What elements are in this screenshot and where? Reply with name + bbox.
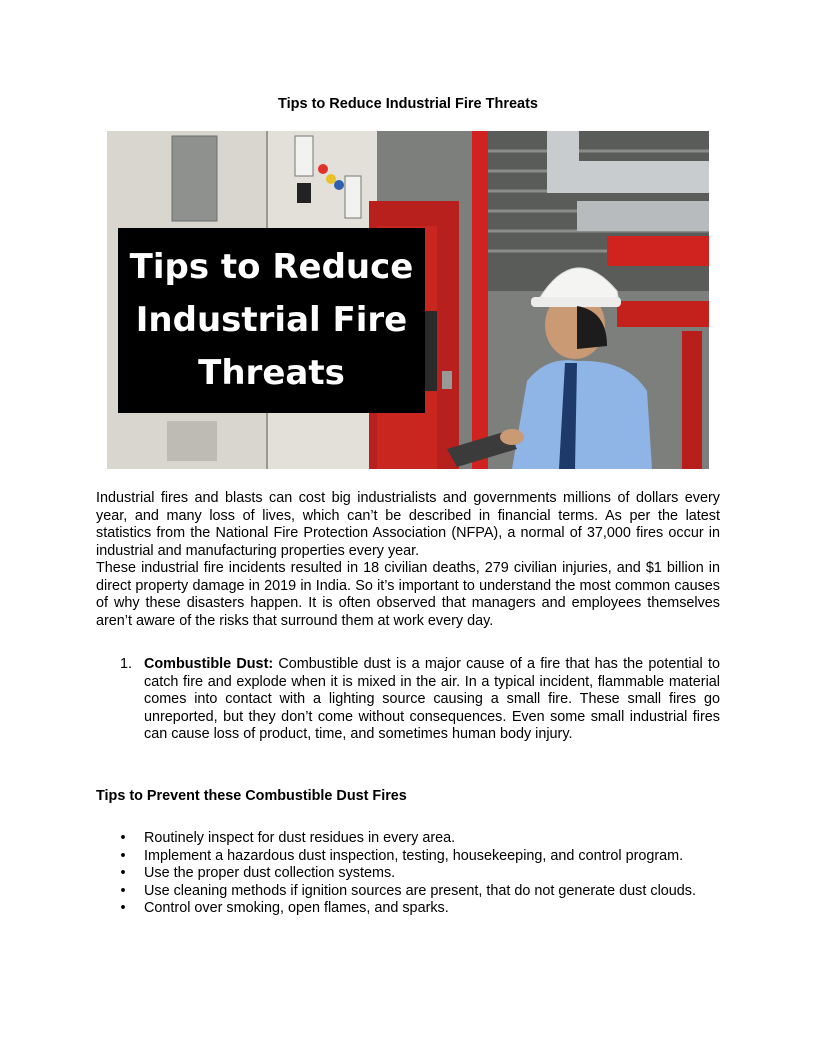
list-number: 1. [120, 656, 133, 672]
list-item-body: Combustible dust is a major cause of a fire that has the potential to catch fire and explode when it is mixed in the air. In a typical incident, flammable material comes into contact with a lighting source causing a small fire. These small fires go unreported, but they don’t come without consequences. Even some small industrial fires can cause loss of product, time, and sometimes human body injury. [144, 656, 720, 742]
bullet-icon: • [120, 847, 126, 864]
hero-title-overlay [118, 228, 425, 413]
list-item-text: Routinely inspect for dust residues in every area. [144, 830, 456, 846]
intro-paragraph: Industrial fires and blasts can cost big industrialists and governments millions of dollars every year, and many loss of lives, which can’t be described in financial terms. As per the latest statistics from the National Fire Protection Association (NFPA), a normal of 37,000 fires occur in industrial and manufacturing properties every year. [96, 490, 720, 559]
list-item [118, 848, 720, 866]
list-item [118, 865, 720, 883]
statistics-paragraph: These industrial fire incidents resulted in 18 civilian deaths, 279 civilian injuries, and $1 billion in direct property damage in 2019 in India. So it’s important to understand the most common causes of why these disasters happen. It is often observed that managers and employees themselves aren’t aware of the risks that surround them at work every day. [96, 560, 720, 629]
list-item-text: Control over smoking, open flames, and sparks. [144, 900, 449, 916]
hero-title-line: Industrial Fire [135, 300, 408, 340]
list-item-heading: Combustible Dust: [144, 656, 274, 672]
hero-title-line: Threats [198, 353, 345, 393]
section-subheading: Tips to Prevent these Combustible Dust Fires [96, 788, 407, 804]
bullet-icon: • [120, 900, 126, 916]
list-item-text: Implement a hazardous dust inspection, testing, housekeeping, and control program. [144, 847, 684, 864]
list-item [118, 883, 720, 901]
hero-title-line: Tips to Reduce [129, 247, 414, 287]
bullet-icon: • [120, 865, 126, 881]
list-item [118, 900, 720, 918]
list-item-text [144, 656, 720, 744]
list-item [118, 830, 720, 848]
numbered-list-item [120, 656, 720, 744]
tips-bullet-list [118, 830, 720, 918]
bullet-icon: • [120, 882, 126, 899]
list-item-text: Use cleaning methods if ignition sources are present, that do not generate dust clouds. [144, 882, 696, 899]
bullet-icon: • [120, 830, 126, 846]
hero-image [107, 131, 709, 469]
list-item-text: Use the proper dust collection systems. [144, 865, 396, 881]
page-title: Tips to Reduce Industrial Fire Threats [278, 96, 538, 112]
